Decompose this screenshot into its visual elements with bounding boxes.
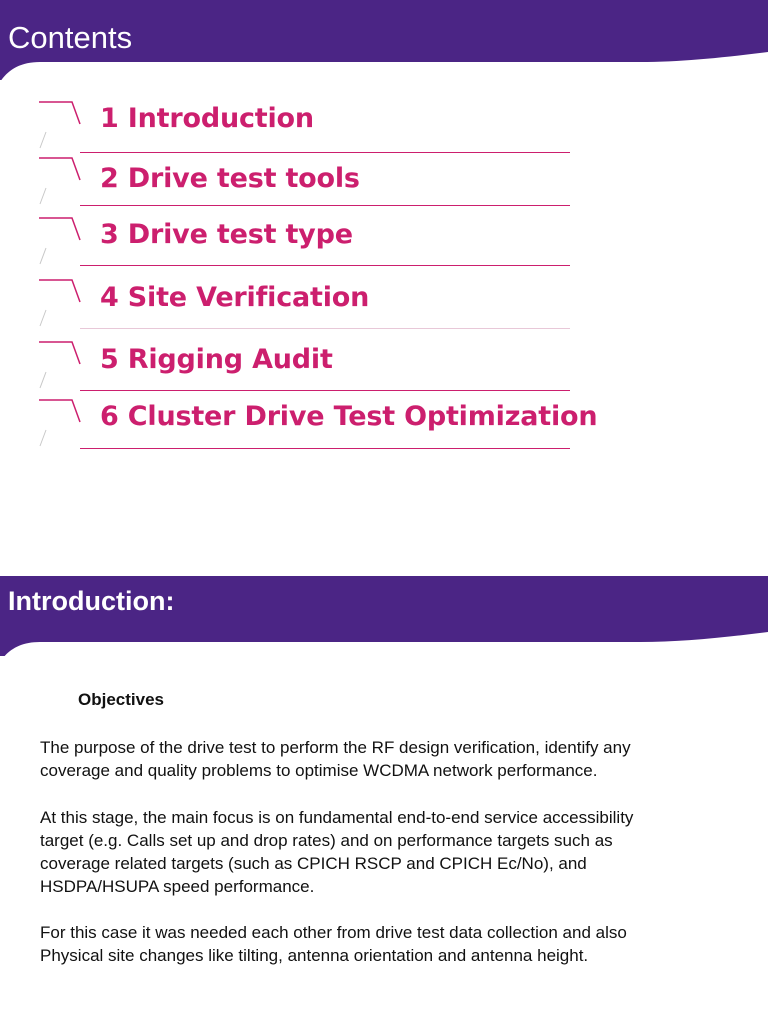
chevron-marker-icon (34, 206, 84, 266)
toc-label: 2 Drive test tools (100, 163, 360, 194)
toc-item-rigging-audit[interactable] (0, 330, 600, 390)
objectives-heading: Objectives (78, 690, 164, 709)
paragraph-focus: At this stage, the main focus is on fundamental end-to-end service accessibility target (e.g. Calls set up and drop rates) and on performance targets such as coverage related targets (such as CPICH RSCP and CPICH Ec/No), and HSDPA/HSUPA speed performance. (40, 808, 634, 896)
chevron-marker-icon (34, 268, 84, 328)
divider (80, 448, 570, 449)
toc-item-site-verification[interactable] (0, 268, 600, 328)
divider (80, 328, 570, 329)
chevron-marker-icon (34, 330, 84, 390)
divider (80, 265, 570, 266)
toc-item-drive-test-type[interactable] (0, 206, 600, 266)
chevron-marker-icon (34, 388, 84, 448)
toc-label: 6 Cluster Drive Test Optimization (100, 401, 598, 432)
toc-item-cluster-drive-test-optimization[interactable] (0, 388, 600, 448)
toc-label: 3 Drive test type (100, 219, 353, 250)
paragraph-case: For this case it was needed each other from drive test data collection and also Physical site changes like tilting, antenna orientation and antenna height. (40, 923, 627, 965)
paragraph-purpose: The purpose of the drive test to perform the RF design verification, identify any coverage and quality problems to optimise WCDMA network performance. (40, 738, 631, 780)
toc-item-introduction[interactable] (0, 90, 600, 150)
chevron-marker-icon (34, 146, 84, 206)
section-title: Introduction: (8, 586, 175, 616)
contents-banner (0, 0, 768, 80)
toc-label: 4 Site Verification (100, 282, 370, 313)
page-title: Contents (8, 20, 133, 55)
chevron-marker-icon (34, 90, 84, 150)
introduction-slide (0, 576, 768, 1024)
toc-label: 5 Rigging Audit (100, 344, 333, 375)
toc-label: 1 Introduction (100, 103, 314, 134)
introduction-banner (0, 576, 768, 656)
toc-item-drive-test-tools[interactable] (0, 146, 600, 206)
